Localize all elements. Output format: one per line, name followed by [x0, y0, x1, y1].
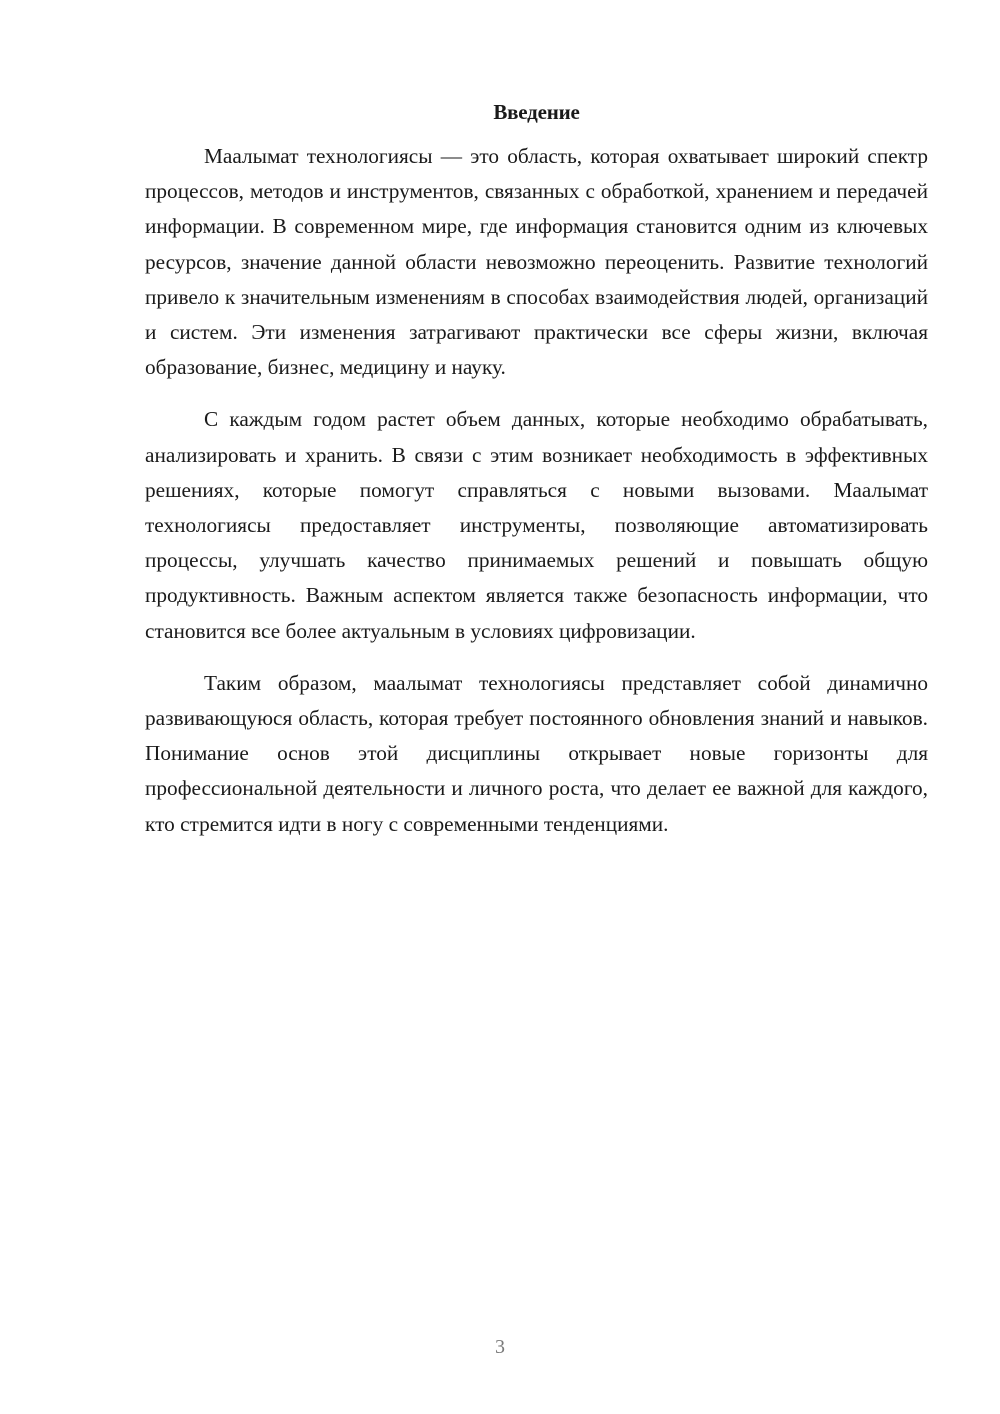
paragraph-1: Маалымат технологиясы — это область, которая охватывает широкий спектр процессов, методов и инструментов, связанных с обработкой, хранением и передачей информации. В современном мире, где информация становится одним из ключевых ресурсов, значение данной области невозможно переоценить. Развитие технологий привело к значительным изменениям в способах взаимодействия людей, организаций и систем. Эти изменения затрагивают практически все сферы жизни, включая образование, бизнес, медицину и науку.: [145, 144, 928, 380]
page-number: 3: [495, 1336, 505, 1358]
section-heading: Введение: [493, 100, 580, 124]
paragraph-2: С каждым годом растет объем данных, которые необходимо обрабатывать, анализировать и хранить. В связи с этим возникает необходимость в эффективных решениях, которые помогут справляться с новыми вызовами. Маалымат технологиясы предоставляет инструменты, позволяющие автоматизировать процессы, улучшать качество принимаемых решений и повышать общую продуктивность. Важным аспектом является также безопасность информации, что становится все более актуальным в условиях цифровизации.: [145, 407, 928, 643]
page-content: [145, 97, 928, 859]
paragraph-3: Таким образом, маалымат технологиясы представляет собой динамично развивающуюся область, которая требует постоянного обновления знаний и навыков. Понимание основ этой дисциплины открывает новые горизонты для профессиональной деятельности и личного роста, что делает ее важной для каждого, кто стремится идти в ногу с современными тенденциями.: [145, 670, 928, 836]
